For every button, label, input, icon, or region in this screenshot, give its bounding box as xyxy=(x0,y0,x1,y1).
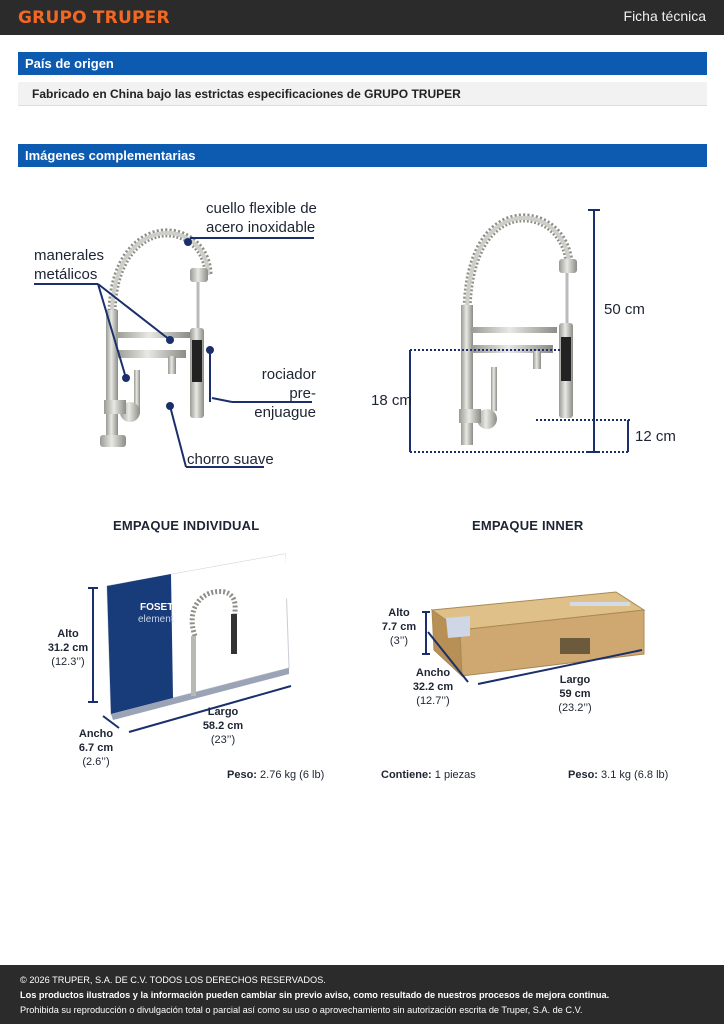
inner-alto xyxy=(378,606,420,648)
inner-alto-cm: 7.7 cm xyxy=(381,621,417,633)
inner-ancho-label: Ancho xyxy=(415,667,451,679)
dim-spout: 18 cm xyxy=(371,392,412,409)
inner-alto-in: (3’’) xyxy=(389,635,409,647)
inner-contents-label: Contiene: xyxy=(381,769,432,781)
inner-largo-cm: 59 cm xyxy=(559,688,591,700)
individual-ancho-cm: 6.7 cm xyxy=(78,742,114,754)
individual-ancho-label: Ancho xyxy=(78,728,114,740)
footer-prohibition: Prohibida su reproducción o divulgación total o parcial así como su uso o aprovechamiento sin autorización escrita de Truper, S.A. de C.V. xyxy=(20,1005,583,1015)
individual-alto-in: (12.3’’) xyxy=(51,656,85,668)
inner-ancho-in: (12.7’’) xyxy=(416,695,450,707)
individual-alto-cm: 31.2 cm xyxy=(47,642,89,654)
inner-ancho-cm: 32.2 cm xyxy=(412,681,454,693)
box-brand: FOSET xyxy=(140,602,174,613)
individual-weight-label: Peso: xyxy=(227,769,257,781)
callout-stream: chorro suave xyxy=(187,451,274,468)
inner-ancho xyxy=(406,666,460,708)
origin-text: Fabricado en China bajo las estrictas especificaciones de GRUPO TRUPER xyxy=(18,82,707,106)
footer-notice: Los productos ilustrados y la información pueden cambiar sin previo aviso, como resultado de nuestros procesos de mejora continua. xyxy=(20,990,610,1000)
individual-alto xyxy=(42,627,94,669)
inner-contents-value: 1 piezas xyxy=(434,769,476,781)
inner-largo xyxy=(550,673,600,715)
inner-largo-in: (23.2’’) xyxy=(558,702,592,714)
individual-largo-label: Largo xyxy=(207,706,239,718)
document-type: Ficha técnica xyxy=(623,8,706,24)
dim-height: 50 cm xyxy=(604,301,645,318)
individual-weight-value: 2.76 kg (6 lb) xyxy=(260,769,325,781)
callout-handles: manerales metálicos xyxy=(34,247,105,283)
inner-weight xyxy=(568,769,668,781)
inner-pack-title: EMPAQUE INNER xyxy=(472,518,584,533)
inner-weight-value: 3.1 kg (6.8 lb) xyxy=(601,769,669,781)
individual-pack-title: EMPAQUE INDIVIDUAL xyxy=(113,518,260,533)
footer-copyright: © 2026 TRUPER, S.A. DE C.V. TODOS LOS DERECHOS RESERVADOS. xyxy=(20,975,326,985)
section-title-origin: País de origen xyxy=(18,52,707,75)
callout-sprayer: rociador pre-enjuague xyxy=(254,366,316,421)
individual-box-image xyxy=(85,548,300,738)
top-bar xyxy=(0,0,724,35)
individual-largo xyxy=(196,705,250,747)
box-line: element xyxy=(138,614,174,625)
section-title-images: Imágenes complementarias xyxy=(18,144,707,167)
individual-largo-in: (23’’) xyxy=(210,734,236,746)
individual-largo-cm: 58.2 cm xyxy=(202,720,244,732)
inner-contents xyxy=(381,769,476,781)
inner-largo-label: Largo xyxy=(559,674,591,686)
dim-spray: 12 cm xyxy=(635,428,676,445)
individual-ancho-in: (2.6’’) xyxy=(82,756,110,768)
dimension-lines xyxy=(400,200,660,460)
individual-alto-label: Alto xyxy=(57,628,79,640)
individual-ancho xyxy=(72,727,120,769)
inner-weight-label: Peso: xyxy=(568,769,598,781)
footer xyxy=(0,965,724,1024)
individual-weight xyxy=(227,769,324,781)
inner-alto-label: Alto xyxy=(388,607,410,619)
callout-neck: cuello flexible de acero inoxidable xyxy=(206,200,317,236)
brand-logo: GRUPO TRUPER xyxy=(18,8,170,28)
